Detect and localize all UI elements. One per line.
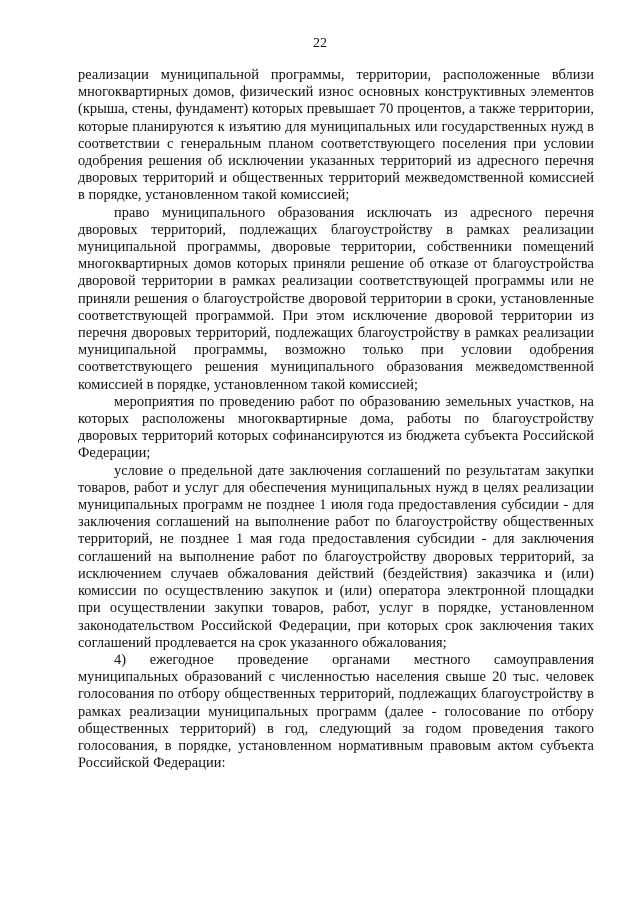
paragraph-agreement-deadline: условие о предельной дате заключения соглашений по результатам закупки товаров, работ и услуг для обеспечения муниципальных нужд в целях реализации муниципальных программ не позднее 1 июля года предоставления субсидии - для заключения соглашений на выполнение работ по благоустройству общественных территорий, не позднее 1 мая года предоставления субсидии - для заключения соглашений на выполнение работ по благоустройству дворовых территорий, за исключением случаев обжалования действий (бездействия) заказчика и (или) комиссии по осуществлению закупок и (или) оператора электронной площадки при осуществлении закупки товаров, работ, услуг в порядке, установленном законодательством Российской Федерации, при которых срок заключения таких соглашений продлевается на срок указанного обжалования;: [78, 462, 594, 651]
document-body: [78, 67, 594, 772]
paragraph-item-4-voting: 4) ежегодное проведение органами местного самоуправления муниципальных образований с численностью населения свыше 20 тыс. человек голосования по отбору общественных территорий, подлежащих благоустройству в рамках реализации муниципальных программ (далее - голосование по отбору общественных территорий) в год, следующий за годом проведения такого голосования, в порядке, установленном нормативным правовым актом субъекта Российской Федерации:: [78, 651, 594, 772]
paragraph-land-plots: мероприятия по проведению работ по образованию земельных участков, на которых расположены многоквартирные дома, работы по благоустройству дворовых территорий которых софинансируются из бюджета субъекта Российской Федерации;: [78, 393, 594, 462]
paragraph-continuation: реализации муниципальной программы, территории, расположенные вблизи многоквартирных домов, физический износ основных конструктивных элементов (крыша, стены, фундамент) которых превышает 70 процентов, а также территории, которые планируются к изъятию для муниципальных или государственных нужд в соответствии с генеральным планом соответствующего поселения при условии одобрения решения об исключении указанных территорий из адресного перечня дворовых территорий и общественных территорий межведомственной комиссией в порядке, установленном такой комиссией;: [78, 67, 594, 204]
paragraph-exclusion-right: право муниципального образования исключать из адресного перечня дворовых территорий, подлежащих благоустройству в рамках реализации муниципальной программы, дворовые территории, собственники помещений многоквартирных домов которых приняли решение об отказе от благоустройства дворовой территории в рамках реализации соответствующей программы или не приняли решения о благоустройстве дворовой территории в сроки, установленные соответствующей программой. При этом исключение дворовой территории из перечня дворовых территорий, подлежащих благоустройству в рамках реализации муниципальной программы, возможно только при условии одобрения соответствующего решения муниципального образования межведомственной комиссией в порядке, установленном такой комиссией;: [78, 204, 594, 393]
page-number: 22: [313, 36, 327, 51]
